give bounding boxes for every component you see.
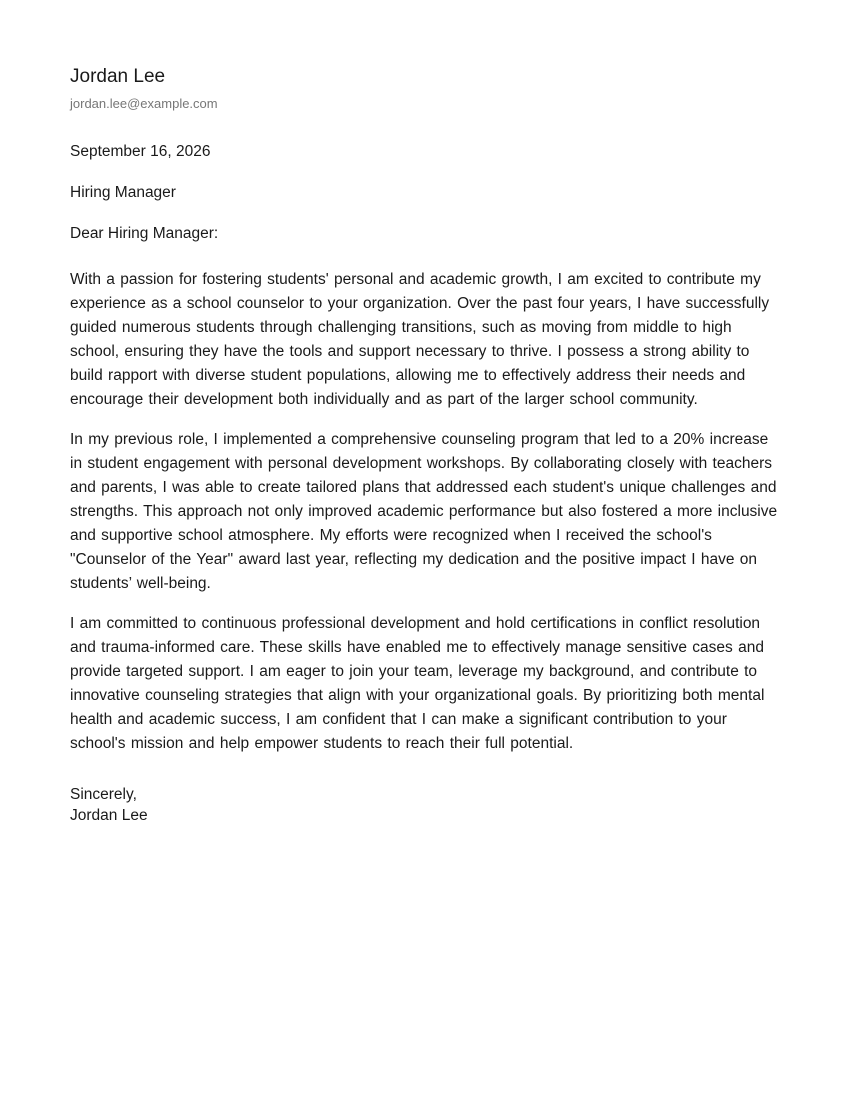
body-paragraph: In my previous role, I implemented a comprehensive counseling program that led to a 20% increase in student engagement with personal development workshops. By collaborating closely with teachers and parents, I was able to create tailored plans that addressed each student's unique challenges and strengths. This approach not only improved academic performance but also fostered a more inclusive and supportive school atmosphere. My efforts were recognized when I received the school's "Counselor of the Year" award last year, reflecting my dedication and the positive impact I have on students’ well-being.	[70, 431, 778, 592]
sender-block	[70, 64, 782, 113]
body-paragraph: With a passion for fostering students' personal and academic growth, I am excited to contribute my experience as a school counselor to your organization. Over the past four years, I have successfully guided numerous students through challenging transitions, such as moving from middle to high school, ensuring they have the tools and support necessary to thrive. I possess a strong ability to build rapport with diverse student populations, allowing me to effectively address their needs and encourage their development both individually and as part of the larger school community.	[70, 271, 770, 408]
signature-name: Jordan Lee	[70, 807, 148, 824]
recipient: Hiring Manager	[70, 184, 176, 201]
letter-body	[70, 268, 782, 756]
cover-letter	[70, 64, 782, 826]
closing: Sincerely,	[70, 786, 137, 803]
sender-email: jordan.lee@example.com	[70, 96, 218, 111]
sender-name: Jordan Lee	[70, 66, 166, 87]
salutation: Dear Hiring Manager:	[70, 225, 219, 242]
letter-date: September 16, 2026	[70, 143, 211, 160]
body-paragraph: I am committed to continuous professional development and hold certifications in conflict resolution and trauma-informed care. These skills have enabled me to effectively manage sensitive cases and provide targeted support. I am eager to join your team, leverage my background, and contribute to innovative counseling strategies that align with your organizational goals. By prioritizing both mental health and academic success, I am confident that I can make a significant contribution to your school's mission and help empower students to reach their full potential.	[70, 615, 765, 752]
